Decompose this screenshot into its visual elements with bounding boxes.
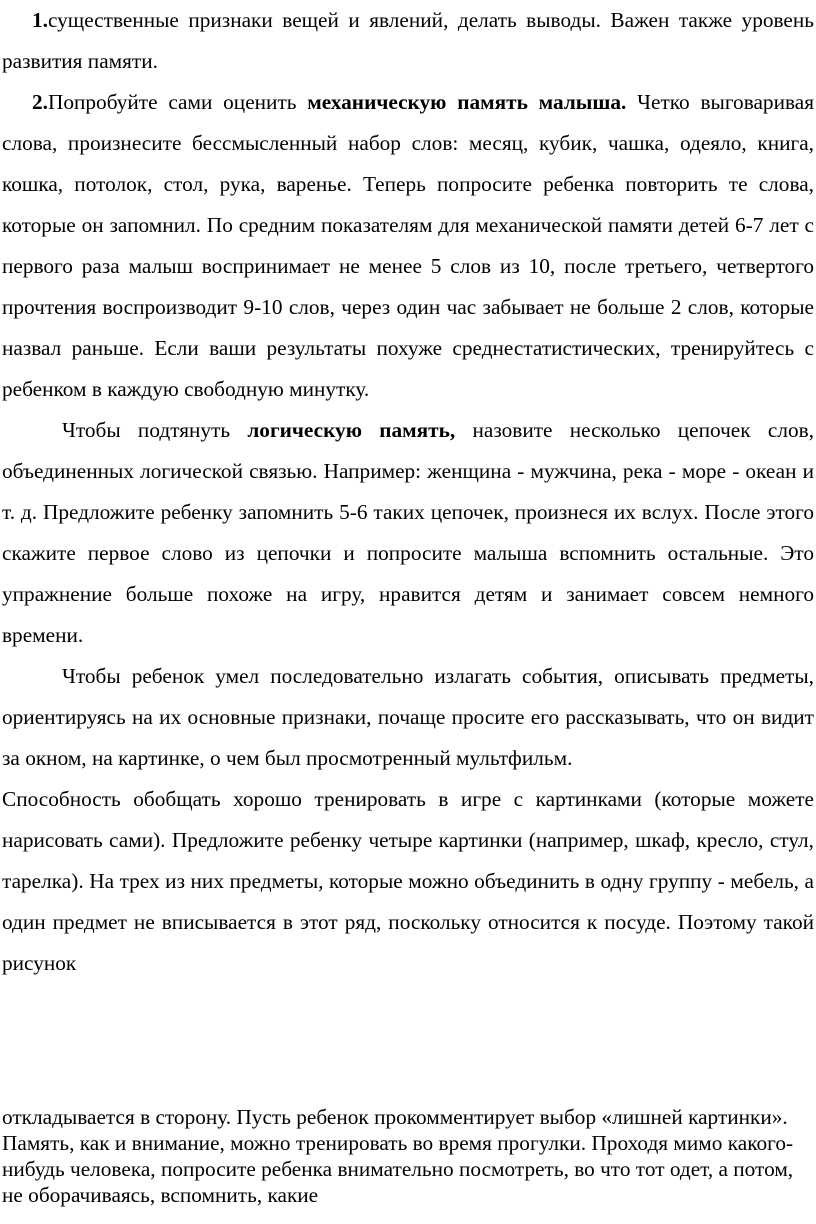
paragraph-2-bold: механическую память малыша. — [307, 90, 627, 114]
paragraph-3 — [2, 410, 814, 656]
main-text — [2, 0, 814, 984]
item-number-1: 1. — [32, 8, 48, 32]
paragraph-6-text: откладывается в сторону. Пусть ребенок прокомментирует выбор «лишней картинки». Память, как и внимание, можно тренировать во время прогулки. Проходя мимо какого-нибудь человека, попросите ребенка внимательно посмотреть, во что тот одет, а потом, не оборачиваясь, вспомнить, какие — [2, 1105, 794, 1207]
paragraph-4-text: Чтобы ребенок умел последовательно излагать события, описывать предметы, ориентируясь на их основные признаки, почаще просите его рассказывать, что он видит за окном, на картинке, о чем был просмотренный мультфильм. — [2, 664, 814, 770]
continuation-text — [2, 1104, 814, 1208]
paragraph-3-text-b: назовите несколько цепочек слов, объединенных логической связью. Например: женщина - мужчина, река - море - океан и т. д. Предложите ребенку запомнить 5-6 таких цепочек, произнеся их вслух. После этого скажите первое слово из цепочки и попросите малыша вспомнить остальные. Это упражнение больше похоже на игру, нравится детям и занимает совсем немного времени. — [2, 418, 814, 647]
paragraph-3-text-a: Чтобы подтянуть — [62, 418, 248, 442]
paragraph-2-text-a: Попробуйте сами оценить — [47, 90, 308, 114]
item-number-2: 2. — [32, 90, 48, 114]
paragraph-1 — [2, 0, 814, 82]
paragraph-2 — [2, 82, 814, 410]
paragraph-2-text-b: Четко выговаривая слова, произнесите бессмысленный набор слов: месяц, кубик, чашка, одеяло, книга, кошка, потолок, стол, рука, варенье. Теперь попросите ребенка повторить те слова, которые он запомнил. По средним показателям для механической памяти детей 6-7 лет с первого раза малыш воспринимает не менее 5 слов из 10, после третьего, четвертого прочтения воспроизводит 9-10 слов, через один час забывает не больше 2 слов, которые назвал раньше. Если ваши результаты похуже среднестатистических, тренируйтесь с ребенком в каждую свободную минутку. — [2, 90, 814, 401]
paragraph-5-text: Способность обобщать хорошо тренировать в игре с картинками (которые можете нарисовать сами). Предложите ребенку четыре картинки (например, шкаф, кресло, стул, тарелка). На трех из них предметы, которые можно объединить в одну группу - мебель, а один предмет не вписывается в этот ряд, поскольку относится к посуде. Поэтому такой рисунок — [2, 787, 814, 975]
paragraph-5 — [2, 779, 814, 984]
paragraph-1-text: существенные признаки вещей и явлений, делать выводы. Важен также уровень развития памяти. — [2, 8, 814, 73]
paragraph-6 — [2, 1104, 814, 1208]
paragraph-3-bold: логическую память, — [247, 418, 456, 442]
paragraph-4 — [2, 656, 814, 779]
